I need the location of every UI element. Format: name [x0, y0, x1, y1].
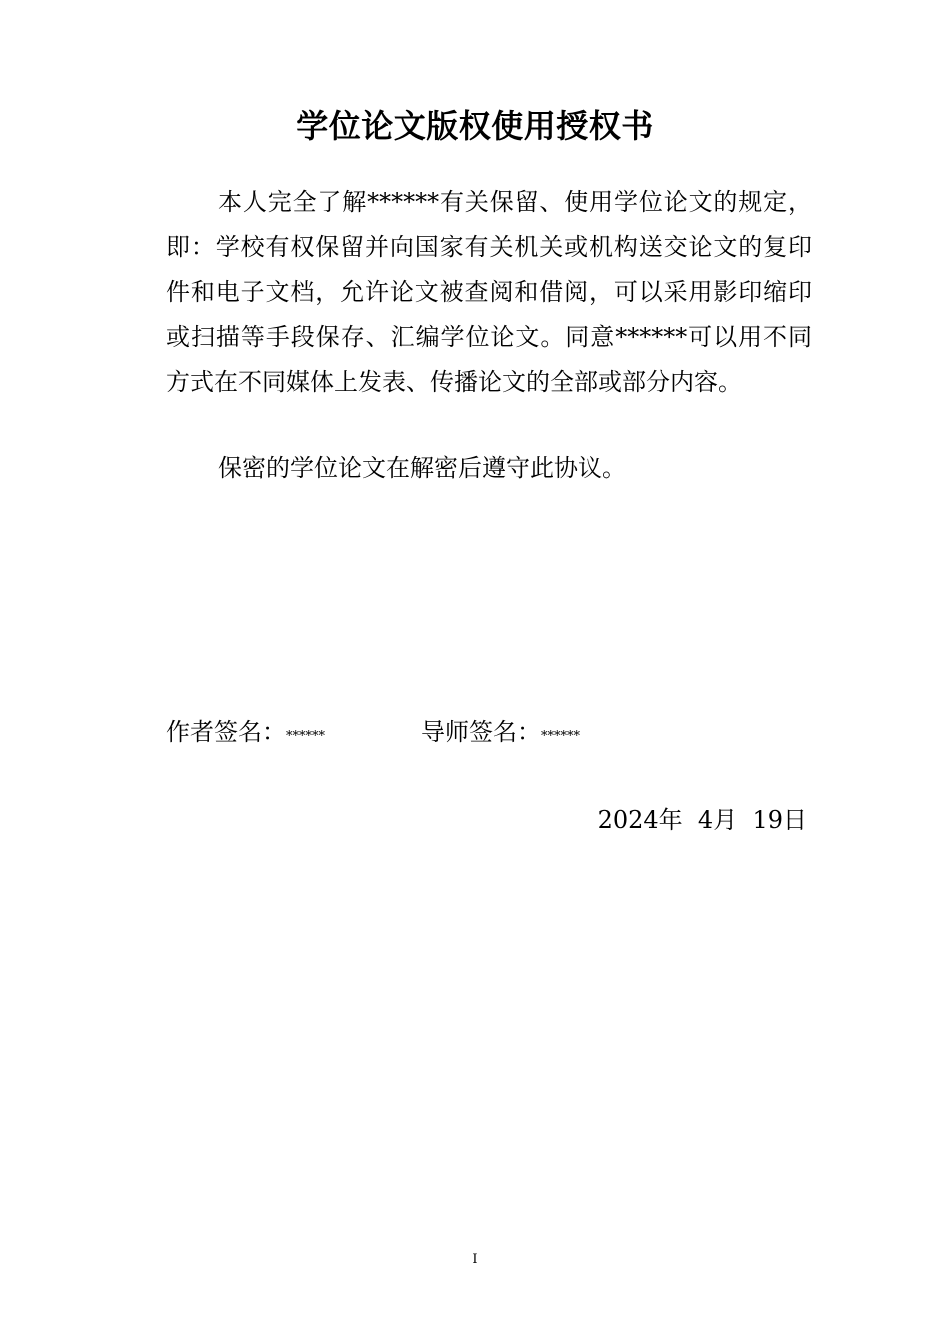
advisor-signature-value: ****** — [541, 729, 580, 744]
author-signature — [166, 712, 325, 757]
page-title: 学位论文版权使用授权书 — [296, 107, 654, 145]
page-number: I — [472, 1252, 478, 1267]
confidentiality-paragraph: 保密的学位论文在解密后遵守此协议。 — [218, 454, 626, 482]
date-day-unit: 日 — [783, 806, 807, 834]
advisor-signature — [421, 712, 580, 757]
date-month-unit: 月 — [713, 806, 738, 834]
authorization-paragraph: 本人完全了解******有关保留、使用学位论文的规定，即：学校有权保留并向国家有关机关或机构送交论文的复印件和电子文档，允许论文被查阅和借阅，可以采用影印缩印或扫描等手段保存、汇编学位论文。同意******可以用不同方式在不同媒体上发表、传播论文的全部或部分内容。 — [166, 188, 812, 396]
signing-date — [598, 800, 807, 840]
author-signature-value: ****** — [286, 729, 325, 744]
date-day: 19 — [752, 806, 783, 834]
date-year: 2024 — [597, 806, 659, 834]
date-year-unit: 年 — [658, 806, 683, 834]
date-month: 4 — [697, 806, 714, 834]
advisor-signature-label: 导师签名： — [421, 718, 541, 746]
author-signature-label: 作者签名： — [166, 718, 286, 746]
